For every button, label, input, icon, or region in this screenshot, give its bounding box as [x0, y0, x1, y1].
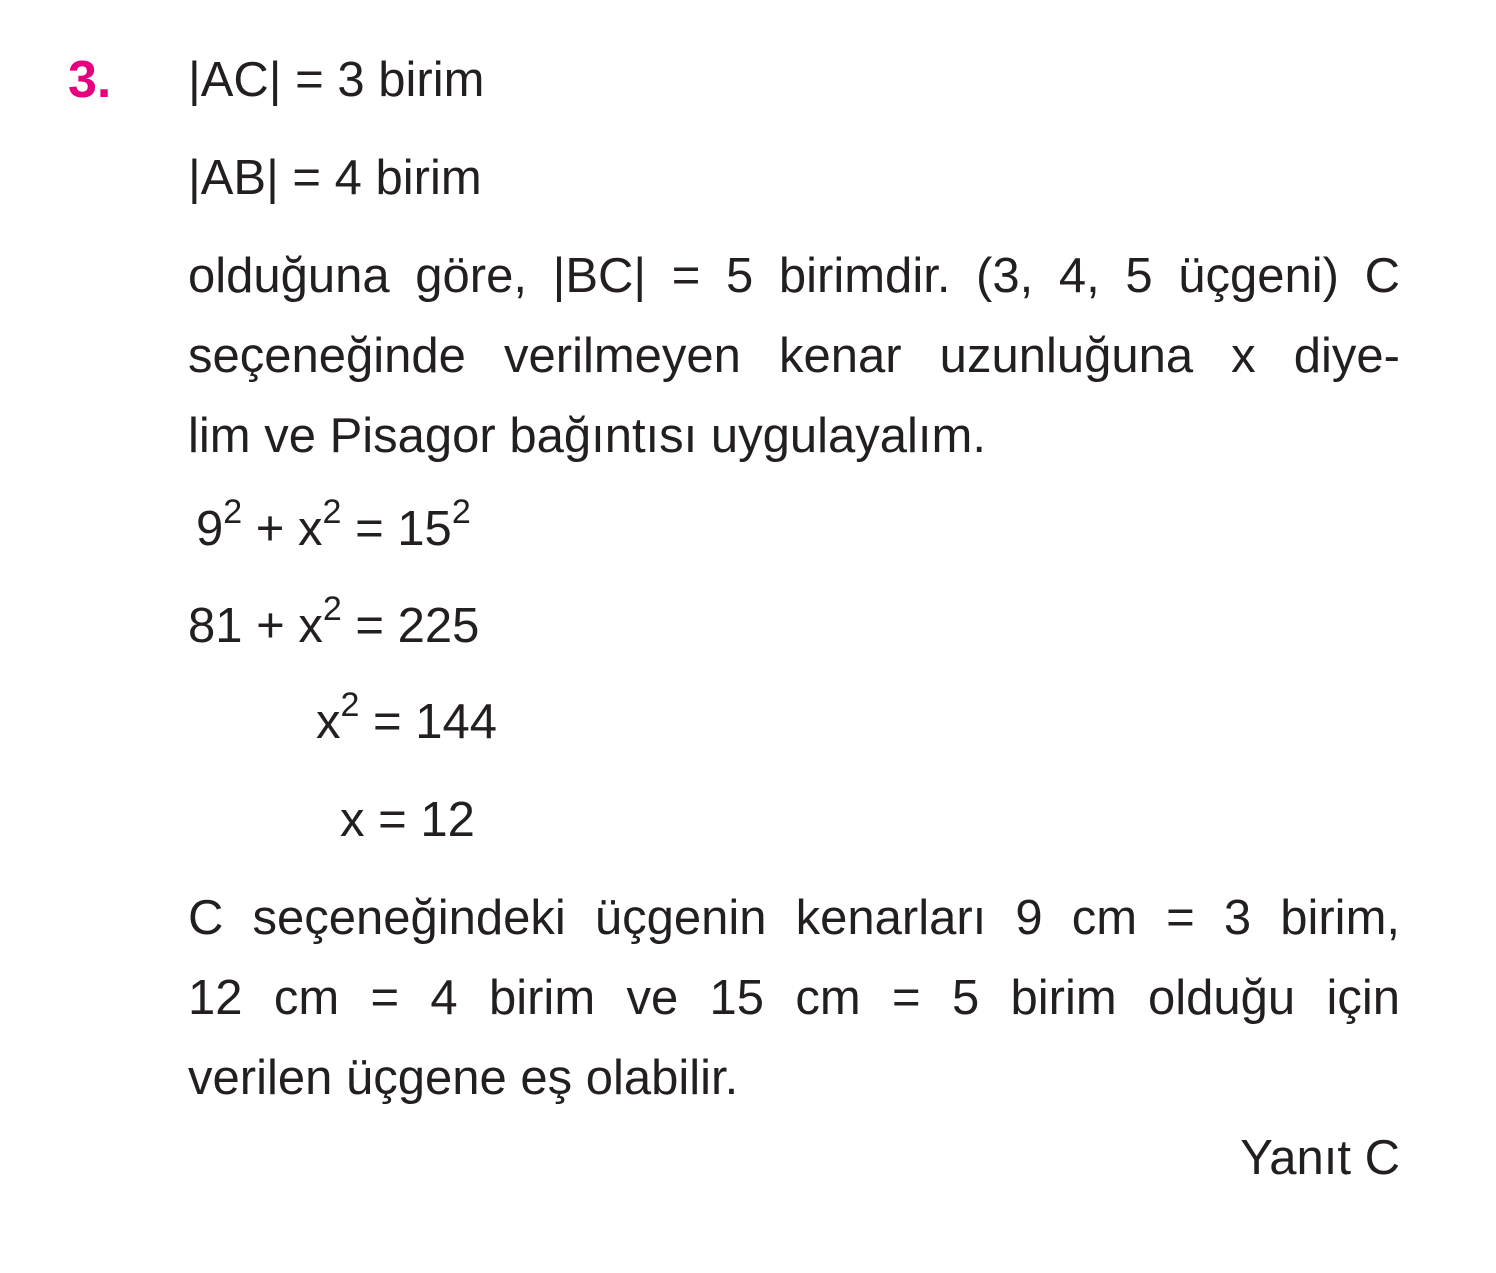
equation-4: x = 12 — [340, 793, 475, 847]
explanation-line: seçeneğinde verilmeyen kenar uzunluğuna x diye- — [188, 329, 1400, 383]
eq-exponent: 2 — [340, 686, 360, 724]
explanation-line: lim ve Pisagor bağıntısı uygulayalım. — [188, 409, 986, 463]
eq-term: = 15 — [341, 502, 452, 556]
eq-term: = 144 — [359, 695, 498, 749]
problem-number: 3. — [68, 51, 112, 109]
conclusion-line: verilen üçgene eş olabilir. — [188, 1051, 739, 1105]
eq-exponent: 2 — [322, 590, 342, 628]
eq-term: + x — [242, 502, 323, 556]
answer-label: Yanıt C — [1240, 1131, 1400, 1185]
eq-exponent: 2 — [451, 493, 471, 531]
given-ab: |AB| = 4 birim — [188, 151, 482, 205]
eq-term: x — [316, 695, 341, 749]
eq-exponent: 2 — [223, 493, 243, 531]
conclusion-line: 12 cm = 4 birim ve 15 cm = 5 birim olduğu için — [188, 971, 1400, 1025]
equation-2 — [188, 590, 480, 663]
equation-1 — [196, 493, 471, 566]
eq-term: 81 + x — [188, 599, 323, 653]
eq-term: = 225 — [341, 599, 480, 653]
conclusion-line: C seçeneğindeki üçgenin kenarları 9 cm = 3 birim, — [188, 891, 1400, 945]
equation-3 — [316, 686, 498, 759]
eq-term: 9 — [196, 502, 224, 556]
explanation-line: olduğuna göre, |BC| = 5 birimdir. (3, 4, 5 üçgeni) C — [188, 249, 1400, 303]
eq-exponent: 2 — [322, 493, 342, 531]
conclusion-paragraph — [188, 878, 1400, 1118]
explanation-paragraph — [188, 236, 1400, 476]
given-ac: |AC| = 3 birim — [188, 53, 485, 107]
